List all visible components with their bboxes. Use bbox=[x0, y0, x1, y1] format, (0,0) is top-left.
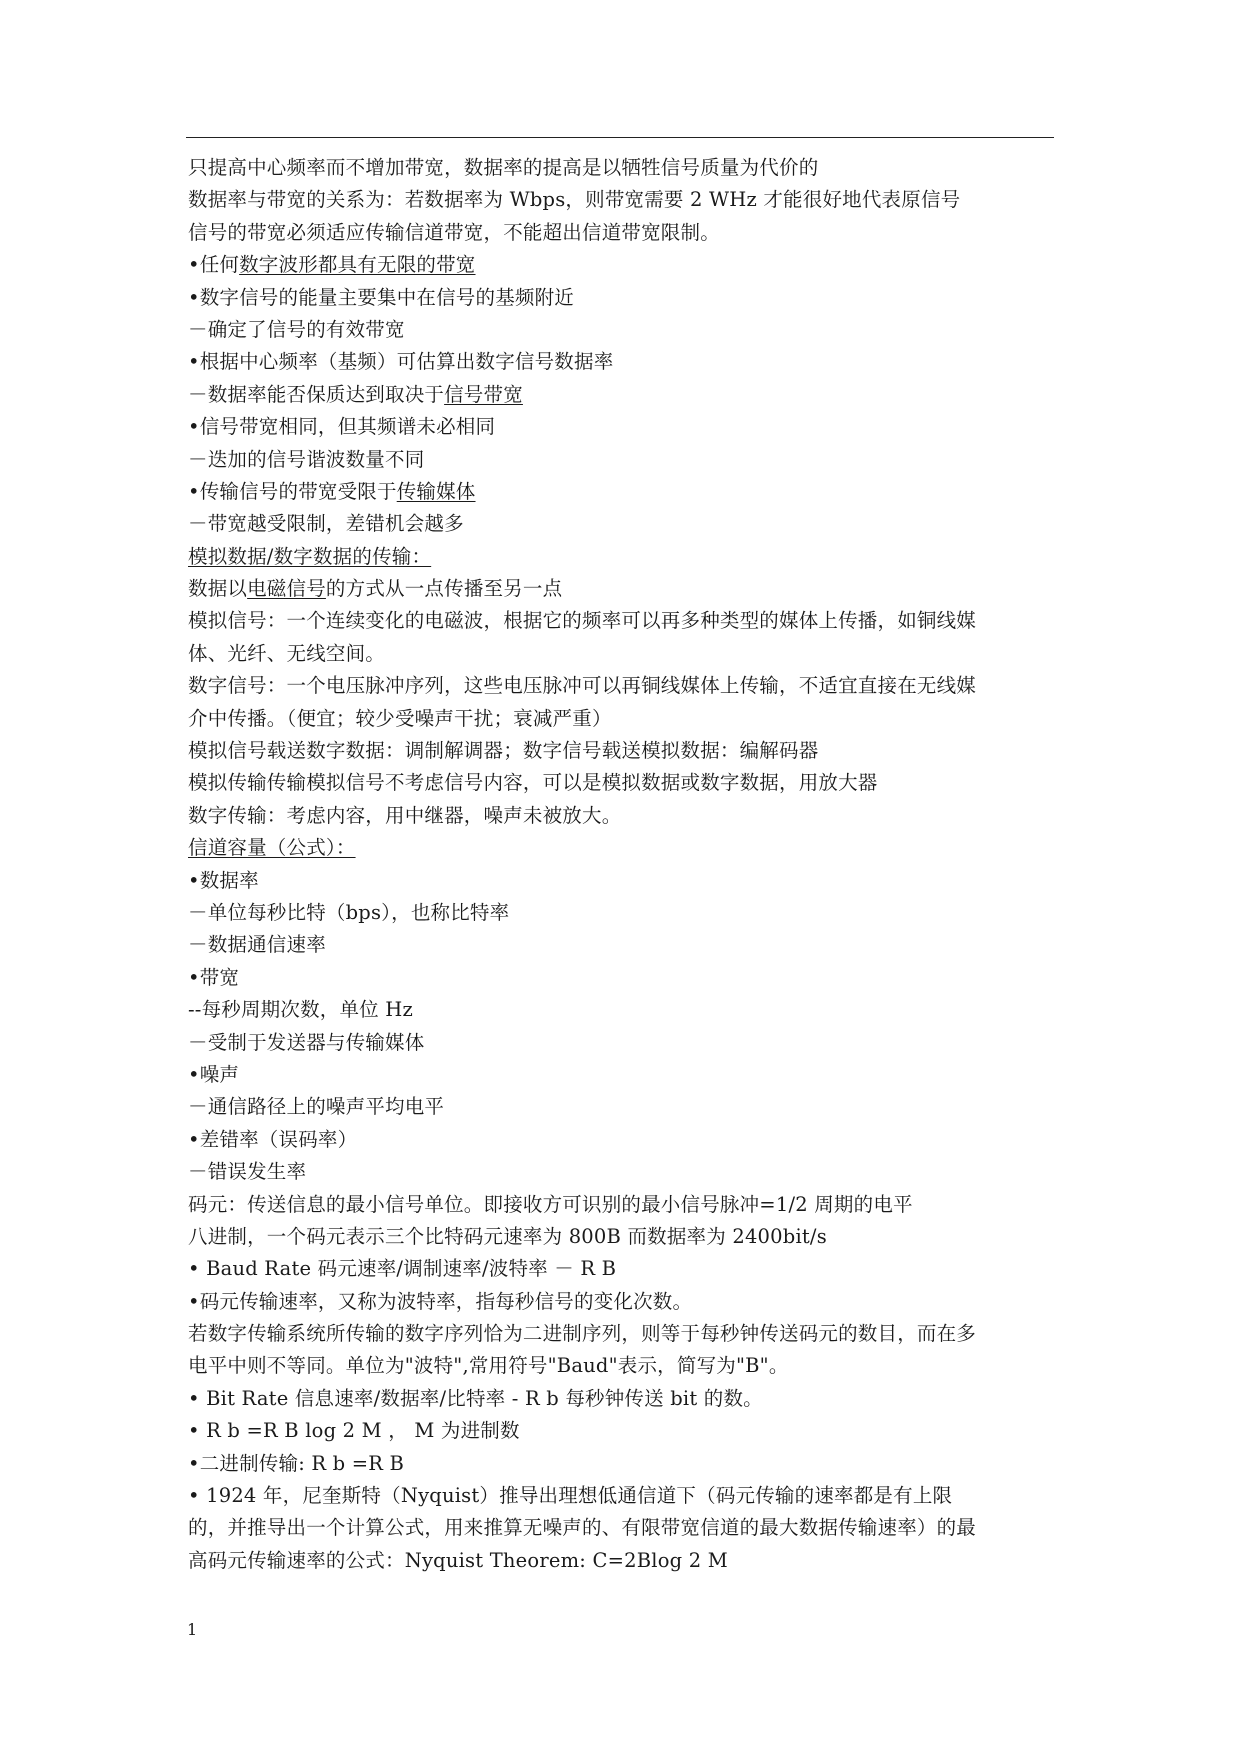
text-line: 介中传播。（便宜；较少受噪声干扰；衰减严重） bbox=[188, 706, 612, 730]
text-line: 模拟信号：一个连续变化的电磁波，根据它的频率可以再多种类型的媒体上传播，如铜线媒 bbox=[188, 609, 977, 633]
text-line: －确定了信号的有效带宽 bbox=[188, 317, 405, 341]
document-body bbox=[188, 152, 1060, 1577]
text-line: －受制于发送器与传输媒体 bbox=[188, 1030, 425, 1054]
text-line: 高码元传输速率的公式：Nyquist Theorem: C=2Blog 2 M bbox=[188, 1548, 728, 1572]
text-line: 模拟信号载送数字数据：调制解调器；数字信号载送模拟数据：编解码器 bbox=[188, 739, 819, 763]
text-line: 信号的带宽必须适应传输信道带宽，不能超出信道带宽限制。 bbox=[188, 220, 720, 244]
header-rule bbox=[186, 137, 1054, 138]
text-line: －错误发生率 bbox=[188, 1160, 307, 1184]
text-line: 电平中则不等同。单位为"波特",常用符号"Baud"表示，简写为"B"。 bbox=[188, 1354, 789, 1378]
text-line: 码元：传送信息的最小信号单位。即接收方可识别的最小信号脉冲=1/2 周期的电平 bbox=[188, 1192, 913, 1216]
text-line: • Baud Rate 码元速率/调制速率/波特率 － R B bbox=[188, 1257, 617, 1281]
text-line: －带宽越受限制，差错机会越多 bbox=[188, 512, 464, 536]
text-line: 数据以电磁信号的方式从一点传播至另一点 bbox=[188, 577, 563, 601]
text-line: •任何数字波形都具有无限的带宽 bbox=[188, 253, 476, 277]
text-line: •根据中心频率（基频）可估算出数字信号数据率 bbox=[188, 350, 614, 374]
text-line: 只提高中心频率而不增加带宽，数据率的提高是以牺牲信号质量为代价的 bbox=[188, 156, 819, 179]
text-line: •二进制传输: R b =R B bbox=[188, 1451, 405, 1475]
text-line: 体、光纤、无线空间。 bbox=[188, 641, 386, 665]
text-line: 八进制，一个码元表示三个比特码元速率为 800B 而数据率为 2400bit/s bbox=[188, 1224, 827, 1248]
text-line: －数据通信速率 bbox=[188, 933, 326, 957]
text-line: •码元传输速率，又称为波特率，指每秒信号的变化次数。 bbox=[188, 1289, 693, 1313]
text-line: •传输信号的带宽受限于传输媒体 bbox=[188, 479, 476, 503]
text-line: • 1924 年，尼奎斯特（Nyquist）推导出理想低通信道下（码元传输的速率都是有上限 bbox=[188, 1484, 953, 1508]
text-line: •数据率 bbox=[188, 868, 259, 892]
text-line: • Bit Rate 信息速率/数据率/比特率 - R b 每秒钟传送 bit 的数。 bbox=[188, 1386, 763, 1410]
text-line: •噪声 bbox=[188, 1062, 240, 1086]
text-line: －迭加的信号谐波数量不同 bbox=[188, 447, 425, 471]
text-line: 数据率与带宽的关系为：若数据率为 Wbps，则带宽需要 2 WHz 才能很好地代表原信号 bbox=[188, 188, 961, 212]
section-heading: 模拟数据/数字数据的传输： bbox=[188, 544, 432, 568]
text-line: •差错率（误码率） bbox=[188, 1127, 358, 1151]
text-line: • R b =R B log 2 M ， M 为进制数 bbox=[188, 1419, 520, 1443]
text-line: 若数字传输系统所传输的数字序列恰为二进制序列，则等于每秒钟传送码元的数目，而在多 bbox=[188, 1322, 977, 1346]
text-line: 数字传输：考虑内容，用中继器，噪声未被放大。 bbox=[188, 803, 622, 827]
text-line: －单位每秒比特（bps），也称比特率 bbox=[188, 900, 510, 924]
text-line: --每秒周期次数，单位 Hz bbox=[188, 998, 413, 1022]
section-heading: 信道容量（公式）： bbox=[188, 836, 356, 860]
text-line: •数字信号的能量主要集中在信号的基频附近 bbox=[188, 285, 575, 309]
text-line: －通信路径上的噪声平均电平 bbox=[188, 1095, 445, 1119]
page-number: 1 bbox=[187, 1620, 198, 1639]
text-line: 的，并推导出一个计算公式，用来推算无噪声的、有限带宽信道的最大数据传输速率）的最 bbox=[188, 1516, 977, 1540]
text-line: •带宽 bbox=[188, 965, 240, 989]
text-line: 数字信号：一个电压脉冲序列，这些电压脉冲可以再铜线媒体上传输，不适宜直接在无线媒 bbox=[188, 674, 977, 698]
text-line: •信号带宽相同，但其频谱未必相同 bbox=[188, 415, 496, 439]
text-line: 模拟传输传输模拟信号不考虑信号内容，可以是模拟数据或数字数据，用放大器 bbox=[188, 771, 878, 795]
text-line: －数据率能否保质达到取决于信号带宽 bbox=[188, 382, 523, 406]
